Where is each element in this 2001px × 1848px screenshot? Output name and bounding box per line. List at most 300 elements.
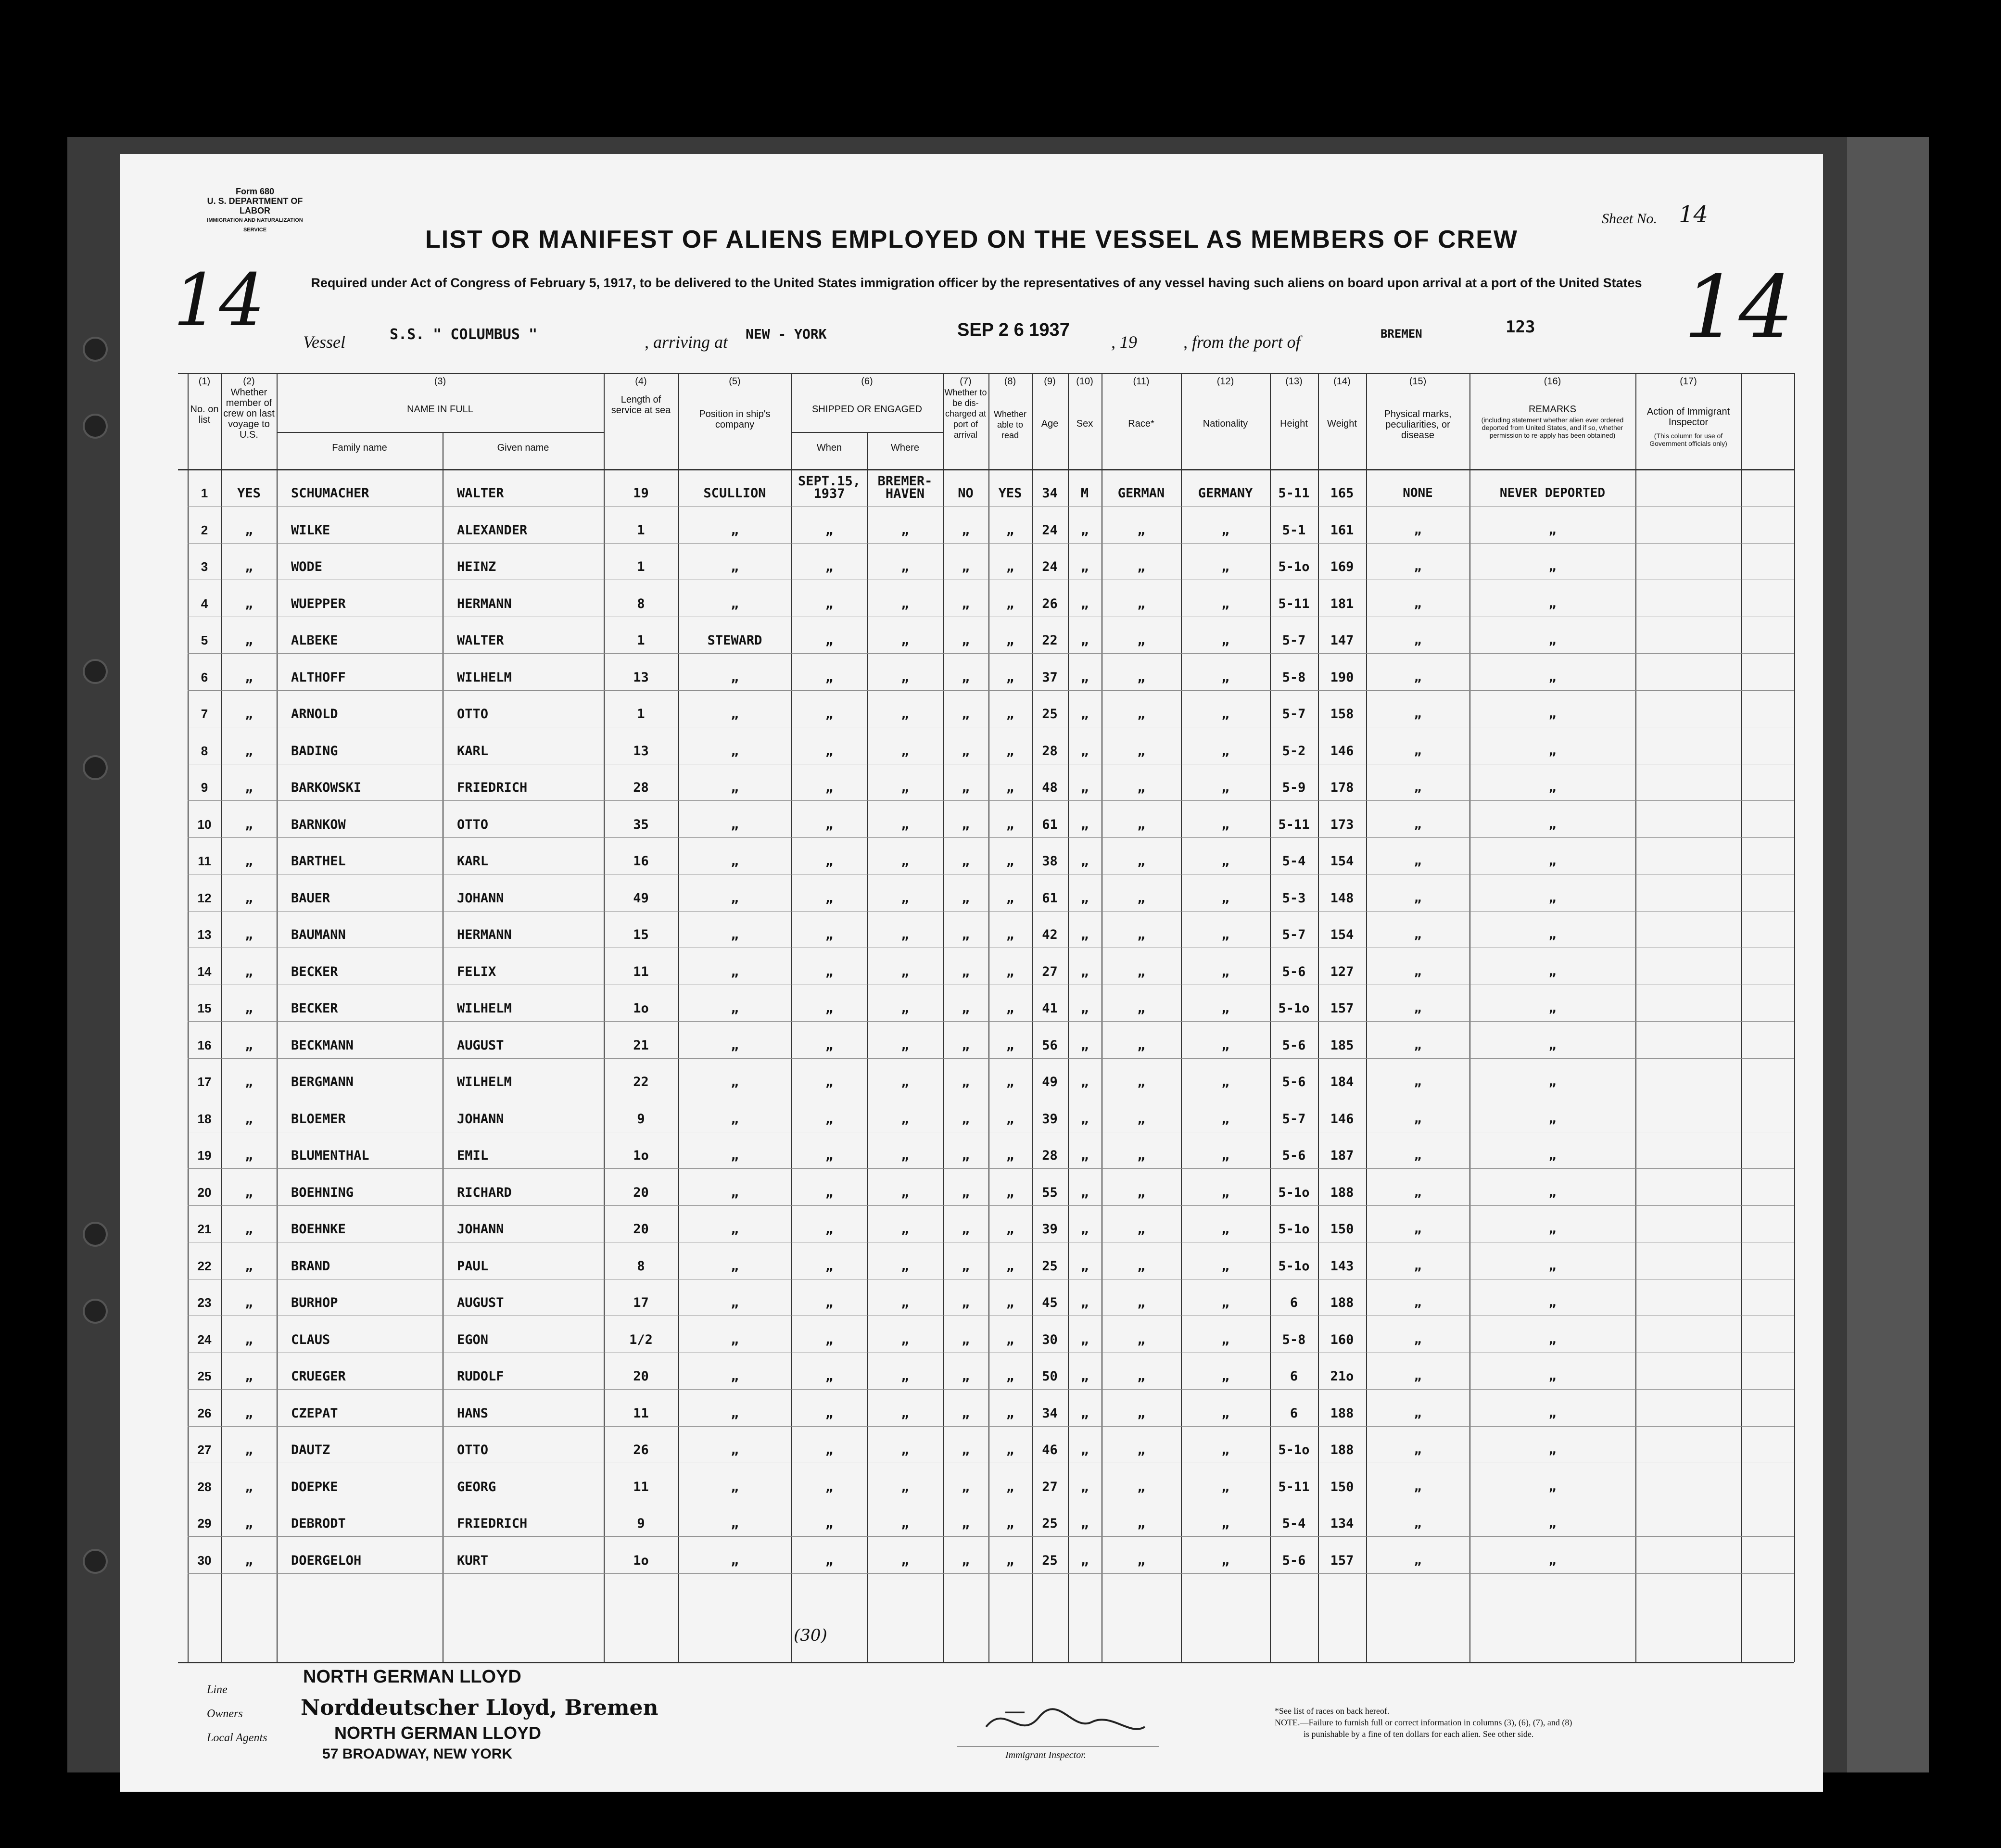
row-13-nationality: „ — [1221, 927, 1229, 942]
header-remarks-note: (including statement whether alien ever ordered deported from United States, and if so, whether permission to re-apply has been obtained) — [1481, 416, 1624, 439]
line-stamp: NORTH GERMAN LLOYD — [303, 1667, 521, 1687]
row-28-height: 5-11 — [1278, 1479, 1310, 1494]
row-3-weight: 169 — [1330, 559, 1354, 574]
row-29-race: „ — [1137, 1516, 1145, 1531]
row-16-weight: 185 — [1330, 1038, 1354, 1053]
row-14-given: FELIX — [457, 964, 496, 979]
row-16-position: „ — [731, 1038, 739, 1053]
row-12-nationality: „ — [1221, 890, 1229, 906]
row-16-when: „ — [825, 1038, 834, 1053]
binder-hole — [83, 1222, 108, 1247]
row-11-member: „ — [245, 854, 253, 869]
row-12-family: BAUER — [291, 890, 330, 906]
column-line — [1741, 373, 1742, 1662]
row-15-nationality: „ — [1221, 1001, 1229, 1016]
row-8-no: 8 — [201, 743, 208, 758]
row-19-sex: „ — [1080, 1148, 1089, 1163]
row-12-weight: 148 — [1330, 890, 1354, 906]
row-2-height: 5-1 — [1282, 522, 1306, 538]
row-22-sex: „ — [1080, 1258, 1089, 1274]
row-27-physical: „ — [1414, 1443, 1422, 1457]
row-2-physical: „ — [1414, 522, 1422, 537]
row-25-no: 25 — [197, 1369, 212, 1383]
row-6-weight: 190 — [1330, 670, 1354, 685]
handwritten-sheet-number-right: 14 — [1684, 257, 1794, 358]
row-1-sex: M — [1080, 486, 1089, 501]
row-20-length: 20 — [633, 1185, 649, 1200]
row-24-length: 1/2 — [629, 1332, 653, 1347]
row-16-family: BECKMANN — [291, 1038, 354, 1053]
row-rule — [188, 1389, 1794, 1390]
row-18-read: „ — [1006, 1111, 1014, 1127]
row-29-sex: „ — [1080, 1516, 1089, 1531]
row-21-length: 20 — [633, 1222, 649, 1237]
row-12-height: 5-3 — [1282, 890, 1306, 906]
row-1-physical: NONE — [1403, 486, 1433, 500]
row-27-position: „ — [731, 1443, 739, 1457]
row-7-family: ARNOLD — [291, 707, 338, 721]
row-22-family: BRAND — [291, 1258, 330, 1274]
row-26-where: „ — [901, 1405, 909, 1421]
row-8-age: 28 — [1042, 743, 1058, 759]
row-3-where: „ — [901, 559, 909, 574]
row-5-remarks: „ — [1548, 633, 1557, 647]
row-18-race: „ — [1137, 1111, 1145, 1127]
row-rule — [188, 653, 1794, 654]
sheet-number: 14 — [1679, 201, 1709, 228]
row-13-member: „ — [245, 927, 253, 942]
row-13-length: 15 — [633, 927, 649, 942]
row-24-where: „ — [901, 1332, 909, 1347]
row-22-where: „ — [901, 1258, 909, 1274]
row-24-given: EGON — [457, 1332, 489, 1347]
row-8-family: BADING — [291, 743, 338, 759]
row-1-weight: 165 — [1330, 486, 1354, 501]
row-20-physical: „ — [1414, 1185, 1422, 1200]
header-where: Where — [891, 443, 919, 453]
row-23-nationality: „ — [1221, 1295, 1229, 1310]
row-24-race: „ — [1137, 1332, 1145, 1347]
row-4-discharged: „ — [962, 596, 970, 611]
row-4-physical: „ — [1414, 596, 1422, 611]
row-27-read: „ — [1006, 1443, 1014, 1457]
row-8-read: „ — [1006, 743, 1014, 759]
row-30-given: KURT — [457, 1553, 489, 1568]
row-1-member: YES — [237, 486, 261, 501]
row-18-remarks: „ — [1548, 1111, 1557, 1126]
row-28-when: „ — [825, 1479, 834, 1494]
row-11-read: „ — [1006, 854, 1014, 869]
row-30-read: „ — [1006, 1553, 1014, 1568]
row-9-read: „ — [1006, 780, 1014, 795]
row-22-when: „ — [825, 1258, 834, 1274]
row-28-where: „ — [901, 1479, 909, 1494]
row-27-weight: 188 — [1330, 1443, 1354, 1457]
row-16-length: 21 — [633, 1038, 649, 1053]
row-21-race: „ — [1137, 1222, 1145, 1237]
year-label: , 19 — [1111, 332, 1137, 352]
row-18-where: „ — [901, 1111, 909, 1127]
row-16-age: 56 — [1042, 1038, 1058, 1053]
column-line — [1794, 373, 1795, 1662]
row-8-nationality: „ — [1221, 743, 1229, 759]
header-given-name: Given name — [497, 443, 549, 453]
row-16-nationality: „ — [1221, 1038, 1229, 1053]
row-2-remarks: „ — [1548, 522, 1557, 537]
header-height: Height — [1280, 418, 1308, 429]
row-1-given: WALTER — [457, 486, 504, 501]
row-14-read: „ — [1006, 964, 1014, 979]
row-9-weight: 178 — [1330, 780, 1354, 795]
row-14-length: 11 — [633, 964, 649, 979]
row-2-race: „ — [1137, 522, 1145, 538]
row-3-position: „ — [731, 559, 739, 574]
row-14-where: „ — [901, 964, 909, 979]
row-17-physical: „ — [1414, 1075, 1422, 1089]
row-16-member: „ — [245, 1038, 253, 1053]
row-2-member: „ — [245, 522, 253, 538]
row-1-race: GERMAN — [1117, 486, 1165, 501]
row-14-height: 5-6 — [1282, 964, 1306, 979]
row-25-read: „ — [1006, 1369, 1014, 1384]
row-19-nationality: „ — [1221, 1148, 1229, 1163]
row-10-length: 35 — [633, 817, 649, 832]
row-11-sex: „ — [1080, 854, 1089, 869]
binder-hole — [83, 414, 108, 439]
row-3-family: WODE — [291, 559, 323, 574]
row-28-sex: „ — [1080, 1479, 1089, 1494]
row-20-sex: „ — [1080, 1185, 1089, 1200]
row-2-nationality: „ — [1221, 522, 1229, 538]
row-10-weight: 173 — [1330, 817, 1354, 832]
row-21-read: „ — [1006, 1222, 1014, 1237]
row-16-given: AUGUST — [457, 1038, 504, 1053]
row-16-read: „ — [1006, 1038, 1014, 1053]
row-19-race: „ — [1137, 1148, 1145, 1163]
row-18-given: JOHANN — [457, 1111, 504, 1127]
row-30-when: „ — [825, 1553, 834, 1568]
line-label: Line — [207, 1683, 228, 1696]
row-9-position: „ — [731, 780, 739, 795]
row-25-discharged: „ — [962, 1369, 970, 1384]
row-27-when: „ — [825, 1443, 834, 1457]
row-29-position: „ — [731, 1516, 739, 1531]
header-no-on-list: No. on list — [190, 404, 219, 425]
table-top-border — [178, 373, 1794, 374]
row-28-weight: 150 — [1330, 1479, 1354, 1494]
row-6-when: „ — [825, 670, 834, 685]
row-13-weight: 154 — [1330, 927, 1354, 942]
header-physical: Physical marks, peculiarities, or disease — [1384, 409, 1452, 441]
row-1-where: BREMER- HAVEN — [877, 474, 933, 501]
row-6-given: WILHELM — [457, 670, 512, 685]
row-6-member: „ — [245, 670, 253, 685]
row-30-weight: 157 — [1330, 1553, 1354, 1568]
row-1-remarks: NEVER DEPORTED — [1499, 486, 1606, 500]
header-position: Position in ship's company — [699, 409, 771, 430]
row-16-remarks: „ — [1548, 1038, 1557, 1052]
row-14-position: „ — [731, 964, 739, 979]
row-5-nationality: „ — [1221, 633, 1229, 648]
vessel-label: Vessel — [303, 332, 345, 352]
row-25-remarks: „ — [1548, 1369, 1557, 1383]
row-5-given: WALTER — [457, 633, 504, 648]
row-27-race: „ — [1137, 1443, 1145, 1457]
row-3-discharged: „ — [962, 559, 970, 574]
row-2-age: 24 — [1042, 522, 1058, 538]
row-rule — [188, 690, 1794, 691]
row-24-discharged: „ — [962, 1332, 970, 1347]
colnum-10: (10) — [1076, 376, 1093, 387]
row-17-no: 17 — [197, 1075, 212, 1089]
document-title: LIST OR MANIFEST OF ALIENS EMPLOYED ON THE VESSEL AS MEMBERS OF CREW — [425, 226, 1518, 253]
row-24-height: 5-8 — [1282, 1332, 1306, 1347]
manifest-number: 123 — [1506, 317, 1535, 337]
row-30-height: 5-6 — [1282, 1553, 1306, 1568]
binder-hole — [83, 337, 108, 362]
colnum-2: (2) — [243, 376, 255, 387]
row-24-physical: „ — [1414, 1332, 1422, 1347]
row-22-position: „ — [731, 1258, 739, 1274]
races-note: *See list of races on back hereof. — [1275, 1706, 1390, 1716]
row-15-member: „ — [245, 1001, 253, 1016]
row-23-height: 6 — [1290, 1295, 1298, 1310]
row-24-sex: „ — [1080, 1332, 1089, 1347]
date-stamp: SEP 2 6 1937 — [957, 320, 1070, 340]
scan-frame-edge — [1847, 137, 1929, 1772]
header-age: Age — [1041, 418, 1059, 429]
row-12-member: „ — [245, 890, 253, 906]
row-4-where: „ — [901, 596, 909, 611]
row-12-age: 61 — [1042, 890, 1058, 906]
row-6-age: 37 — [1042, 670, 1058, 685]
row-6-remarks: „ — [1548, 670, 1557, 684]
header-action-note: (This column for use of Government officials only) — [1649, 432, 1727, 447]
row-27-nationality: „ — [1221, 1443, 1229, 1457]
row-29-where: „ — [901, 1516, 909, 1531]
row-1-family: SCHUMACHER — [291, 486, 369, 501]
row-23-member: „ — [245, 1295, 253, 1310]
row-10-position: „ — [731, 817, 739, 832]
row-20-no: 20 — [197, 1185, 212, 1200]
row-27-where: „ — [901, 1443, 909, 1457]
row-14-weight: 127 — [1330, 964, 1354, 979]
row-27-length: 26 — [633, 1443, 649, 1457]
row-11-height: 5-4 — [1282, 854, 1306, 869]
row-6-read: „ — [1006, 670, 1014, 685]
owners-label: Owners — [207, 1708, 243, 1720]
row-19-discharged: „ — [962, 1148, 970, 1163]
row-30-member: „ — [245, 1553, 253, 1568]
row-20-nationality: „ — [1221, 1185, 1229, 1200]
row-11-remarks: „ — [1548, 854, 1557, 868]
header-weight: Weight — [1327, 418, 1357, 429]
row-18-position: „ — [731, 1111, 739, 1127]
row-11-race: „ — [1137, 854, 1145, 869]
row-25-position: „ — [731, 1369, 739, 1384]
row-16-height: 5-6 — [1282, 1038, 1306, 1053]
row-17-race: „ — [1137, 1075, 1145, 1089]
row-5-physical: „ — [1414, 633, 1422, 647]
row-15-when: „ — [825, 1001, 834, 1016]
row-23-family: BURHOP — [291, 1295, 338, 1310]
row-28-no: 28 — [197, 1479, 212, 1494]
row-8-remarks: „ — [1548, 743, 1557, 758]
row-24-read: „ — [1006, 1332, 1014, 1347]
department-name: U. S. DEPARTMENT OF LABOR — [207, 196, 303, 215]
row-24-member: „ — [245, 1332, 253, 1347]
row-4-given: HERMANN — [457, 596, 512, 611]
row-22-no: 22 — [197, 1258, 212, 1273]
header-when: When — [816, 443, 842, 453]
row-4-sex: „ — [1080, 596, 1089, 611]
row-20-when: „ — [825, 1185, 834, 1200]
row-2-where: „ — [901, 522, 909, 538]
row-13-position: „ — [731, 927, 739, 942]
table-bottom-border — [178, 1662, 1794, 1663]
row-27-no: 27 — [197, 1443, 212, 1457]
row-12-when: „ — [825, 890, 834, 906]
row-6-where: „ — [901, 670, 909, 685]
row-10-given: OTTO — [457, 817, 489, 832]
row-4-family: WUEPPER — [291, 596, 346, 611]
row-13-no: 13 — [197, 927, 212, 942]
row-28-family: DOEPKE — [291, 1479, 338, 1494]
document-subtitle: Required under Act of Congress of February 5, 1917, to be delivered to the United States immigration officer by the representatives of any vessel having such aliens on board upon arrival at a port of the United States — [311, 276, 1642, 290]
colnum-17: (17) — [1680, 376, 1697, 387]
row-18-physical: „ — [1414, 1111, 1422, 1126]
row-8-sex: „ — [1080, 743, 1089, 759]
penalty-note-cont: is punishable by a fine of ten dollars for each alien. See other side. — [1304, 1729, 1534, 1739]
row-15-weight: 157 — [1330, 1001, 1354, 1016]
row-25-physical: „ — [1414, 1369, 1422, 1383]
header-length-service: Length of service at sea — [611, 394, 671, 416]
row-30-remarks: „ — [1548, 1553, 1557, 1568]
row-28-given: GEORG — [457, 1479, 496, 1494]
row-rule — [188, 1536, 1794, 1537]
row-29-no: 29 — [197, 1516, 212, 1531]
colnum-15: (15) — [1409, 376, 1427, 387]
owners-stamp: Norddeutscher Lloyd, Bremen — [301, 1696, 659, 1720]
row-9-sex: „ — [1080, 780, 1089, 795]
row-22-discharged: „ — [962, 1258, 970, 1274]
row-24-position: „ — [731, 1332, 739, 1347]
row-15-family: BECKER — [291, 1001, 338, 1016]
header-family-name: Family name — [332, 443, 387, 453]
row-9-no: 9 — [201, 780, 208, 795]
row-11-length: 16 — [633, 854, 649, 869]
row-29-read: „ — [1006, 1516, 1014, 1531]
row-7-where: „ — [901, 707, 909, 721]
row-22-length: 8 — [637, 1258, 645, 1274]
row-28-member: „ — [245, 1479, 253, 1494]
row-23-weight: 188 — [1330, 1295, 1354, 1310]
row-22-remarks: „ — [1548, 1258, 1557, 1273]
row-15-age: 41 — [1042, 1001, 1058, 1016]
row-26-member: „ — [245, 1405, 253, 1421]
row-19-read: „ — [1006, 1148, 1014, 1163]
row-25-nationality: „ — [1221, 1369, 1229, 1384]
row-29-member: „ — [245, 1516, 253, 1531]
row-5-age: 22 — [1042, 633, 1058, 648]
colnum-9: (9) — [1044, 376, 1056, 387]
row-30-sex: „ — [1080, 1553, 1089, 1568]
colnum-1: (1) — [198, 376, 211, 387]
row-21-given: JOHANN — [457, 1222, 504, 1237]
row-2-family: WILKE — [291, 522, 330, 538]
row-30-nationality: „ — [1221, 1553, 1229, 1568]
row-14-discharged: „ — [962, 964, 970, 979]
row-11-no: 11 — [198, 854, 211, 868]
row-19-remarks: „ — [1548, 1148, 1557, 1163]
row-20-read: „ — [1006, 1185, 1014, 1200]
service-name: IMMIGRATION AND NATURALIZATION SERVICE — [207, 217, 303, 233]
row-26-sex: „ — [1080, 1405, 1089, 1421]
row-5-family: ALBEKE — [291, 633, 338, 648]
row-25-where: „ — [901, 1369, 909, 1384]
header-shipped-engaged: SHIPPED OR ENGAGED — [812, 404, 922, 415]
row-15-given: WILHELM — [457, 1001, 512, 1016]
row-27-discharged: „ — [962, 1443, 970, 1457]
header-crew-member: Whether member of crew on last voyage to U.S. — [223, 387, 275, 440]
row-3-when: „ — [825, 559, 834, 574]
row-7-member: „ — [245, 707, 253, 721]
row-6-discharged: „ — [962, 670, 970, 685]
row-22-physical: „ — [1414, 1258, 1422, 1273]
row-21-family: BOEHNKE — [291, 1222, 346, 1237]
row-rule — [188, 1426, 1794, 1427]
row-28-physical: „ — [1414, 1479, 1422, 1494]
row-29-discharged: „ — [962, 1516, 970, 1531]
row-18-member: „ — [245, 1111, 253, 1127]
row-28-length: 11 — [633, 1479, 649, 1494]
row-27-family: DAUTZ — [291, 1443, 330, 1457]
row-4-when: „ — [825, 596, 834, 611]
row-1-discharged: NO — [958, 486, 974, 501]
row-13-given: HERMANN — [457, 927, 512, 942]
header-remarks: REMARKS — [1529, 404, 1576, 415]
row-5-position: STEWARD — [707, 633, 762, 648]
row-6-no: 6 — [201, 670, 208, 684]
row-8-when: „ — [825, 743, 834, 759]
row-12-position: „ — [731, 890, 739, 906]
row-23-physical: „ — [1414, 1295, 1422, 1310]
row-2-discharged: „ — [962, 522, 970, 538]
row-4-weight: 181 — [1330, 596, 1354, 611]
from-label: , from the port of — [1183, 332, 1301, 352]
row-19-given: EMIL — [457, 1148, 489, 1163]
row-19-weight: 187 — [1330, 1148, 1354, 1163]
row-22-nationality: „ — [1221, 1258, 1229, 1274]
row-9-nationality: „ — [1221, 780, 1229, 795]
row-14-race: „ — [1137, 964, 1145, 979]
row-7-physical: „ — [1414, 707, 1422, 721]
row-30-physical: „ — [1414, 1553, 1422, 1568]
row-rule — [188, 543, 1794, 544]
row-7-sex: „ — [1080, 707, 1089, 721]
row-10-race: „ — [1137, 817, 1145, 832]
row-22-height: 5-1o — [1278, 1258, 1310, 1274]
colnum-5: (5) — [729, 376, 741, 387]
row-25-length: 20 — [633, 1369, 649, 1384]
row-27-height: 5-1o — [1278, 1443, 1310, 1457]
row-27-member: „ — [245, 1443, 253, 1457]
row-17-discharged: „ — [962, 1075, 970, 1089]
header-race: Race* — [1128, 418, 1154, 429]
row-18-age: 39 — [1042, 1111, 1058, 1127]
row-3-given: HEINZ — [457, 559, 496, 574]
row-5-weight: 147 — [1330, 633, 1354, 648]
